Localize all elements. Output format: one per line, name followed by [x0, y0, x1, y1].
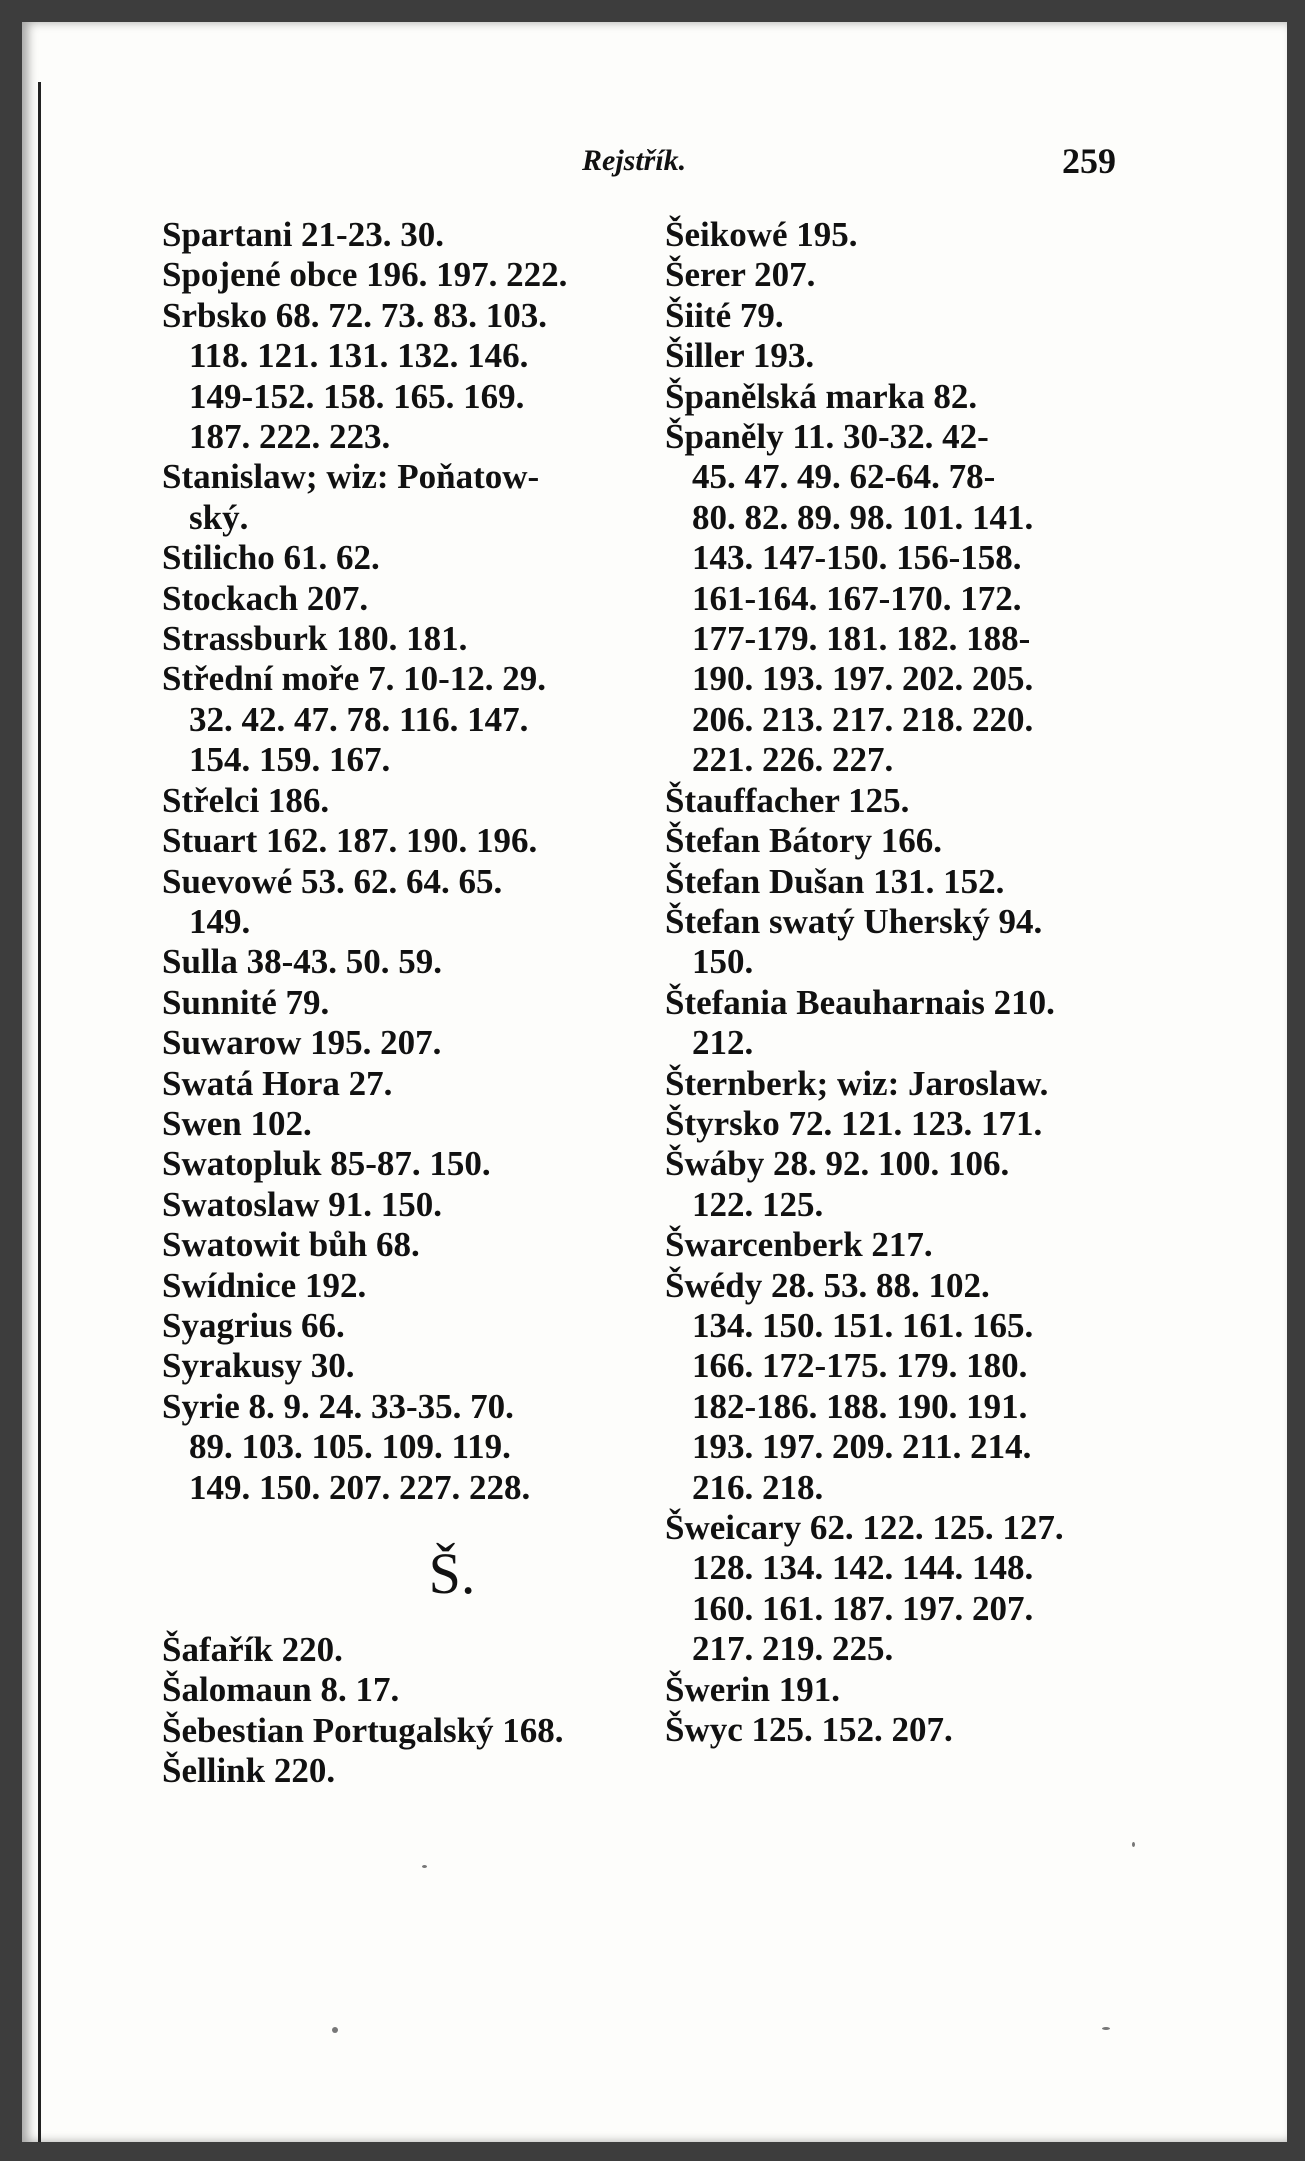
index-line: Suevowé 53. 62. 64. 65. — [162, 861, 503, 901]
index-line-continuation: 221. 226. 227. — [692, 740, 894, 780]
index-line: Syagrius 66. — [162, 1305, 345, 1345]
paper-speck — [1132, 1842, 1135, 1847]
running-title: Rejstřík. — [582, 144, 687, 177]
index-line-continuation: 160. 161. 187. 197. 207. — [692, 1588, 1034, 1628]
index-line: Swatoslaw 91. 150. — [162, 1184, 443, 1224]
index-line: Střelci 186. — [162, 780, 330, 820]
index-line-continuation: 80. 82. 89. 98. 101. 141. — [692, 497, 1034, 537]
index-line: Syrie 8. 9. 24. 33-35. 70. — [162, 1386, 514, 1426]
index-line-continuation: 216. 218. — [692, 1467, 824, 1507]
index-line: Šerer 207. — [665, 255, 816, 295]
index-column-left — [162, 215, 682, 1792]
index-line: Štefan Bátory 166. — [665, 821, 943, 861]
index-line-continuation: 32. 42. 47. 78. 116. 147. — [189, 699, 529, 739]
index-line-continuation: ský. — [189, 497, 249, 537]
index-line: Šiité 79. — [665, 295, 784, 335]
index-line: Španělská marka 82. — [665, 376, 978, 416]
index-line-continuation: 161-164. 167-170. 172. — [692, 578, 1022, 618]
index-line: Šwédy 28. 53. 88. 102. — [665, 1265, 990, 1305]
section-heading: Š. — [428, 1541, 476, 1606]
page-header — [22, 141, 1287, 184]
index-line: Sulla 38-43. 50. 59. — [162, 942, 443, 982]
index-line-continuation: 182-186. 188. 190. 191. — [692, 1386, 1028, 1426]
index-line: Syrakusy 30. — [162, 1346, 355, 1386]
index-line-continuation: 149. — [189, 901, 251, 941]
index-line: Swatá Hora 27. — [162, 1063, 393, 1103]
index-line: Strassburk 180. 181. — [162, 619, 468, 659]
index-line: Swatowit bůh 68. — [162, 1225, 420, 1265]
index-line-continuation: 177-179. 181. 182. 188- — [692, 619, 1031, 659]
page-number: 259 — [1062, 141, 1116, 181]
index-line-continuation: 149. 150. 207. 227. 228. — [189, 1467, 531, 1507]
index-line: Spartani 21-23. 30. — [162, 215, 444, 254]
index-line-continuation: 134. 150. 151. 161. 165. — [692, 1305, 1034, 1345]
index-line: Šwarcenberk 217. — [665, 1225, 933, 1265]
index-line: Srbsko 68. 72. 73. 83. 103. — [162, 295, 548, 335]
index-line: Šwáby 28. 92. 100. 106. — [665, 1144, 1010, 1184]
index-line: Štauffacher 125. — [665, 780, 910, 820]
index-line: Štyrsko 72. 121. 123. 171. — [665, 1103, 1043, 1143]
index-line-continuation: 217. 219. 225. — [692, 1629, 894, 1669]
index-line-continuation: 190. 193. 197. 202. 205. — [692, 659, 1034, 699]
index-line-continuation: 193. 197. 209. 211. 214. — [692, 1427, 1032, 1467]
book-page — [22, 22, 1287, 2142]
index-line: Šweicary 62. 122. 125. 127. — [665, 1508, 1064, 1547]
binding-gutter — [38, 82, 41, 2142]
index-line: Šalomaun 8. 17. — [162, 1670, 400, 1710]
index-line-continuation: 45. 47. 49. 62-64. 78- — [692, 457, 996, 497]
index-line-continuation: 187. 222. 223. — [189, 417, 391, 457]
paper-speck — [422, 1865, 427, 1868]
index-line: Štefania Beauharnais 210. — [665, 982, 1055, 1022]
index-line: Swen 102. — [162, 1103, 312, 1143]
index-line-continuation: 150. — [692, 942, 754, 982]
index-line: Spojené obce 196. 197. 222. — [162, 255, 568, 295]
index-column-right — [665, 215, 1170, 1750]
index-line: Šebestian Portugalský 168. — [162, 1710, 564, 1750]
paper-speck — [332, 2027, 338, 2033]
paper-speck — [1102, 2027, 1110, 2030]
index-line: Sunnité 79. — [162, 982, 330, 1022]
index-line: Štefan swatý Uherský 94. — [665, 901, 1043, 941]
index-line-continuation: 149-152. 158. 165. 169. — [189, 376, 525, 416]
index-line: Šwerin 191. — [665, 1669, 840, 1709]
index-line: Štefan Dušan 131. 152. — [665, 861, 1005, 901]
index-line: Stilicho 61. 62. — [162, 538, 380, 578]
index-line: Stuart 162. 187. 190. 196. — [162, 821, 538, 861]
index-line: Stanislaw; wiz: Poňatow- — [162, 457, 540, 497]
index-line: Šellink 220. — [162, 1751, 336, 1791]
index-line-continuation: 154. 159. 167. — [189, 740, 391, 780]
index-line: Šternberk; wiz: Jaroslaw. — [665, 1063, 1049, 1103]
index-line-continuation: 89. 103. 105. 109. 119. — [189, 1427, 511, 1467]
index-line: Střední moře 7. 10-12. 29. — [162, 659, 546, 699]
index-line-continuation: 143. 147-150. 156-158. — [692, 538, 1022, 578]
index-line: Suwarow 195. 207. — [162, 1023, 442, 1063]
index-line-continuation: 118. 121. 131. 132. 146. — [189, 336, 529, 376]
index-line-continuation: 212. — [692, 1023, 754, 1063]
index-line: Swídnice 192. — [162, 1265, 367, 1305]
index-line: Šafařík 220. — [162, 1630, 343, 1669]
index-line-continuation: 128. 134. 142. 144. 148. — [692, 1548, 1034, 1588]
index-line: Swatopluk 85-87. 150. — [162, 1144, 491, 1184]
index-line-continuation: 206. 213. 217. 218. 220. — [692, 699, 1034, 739]
index-line: Šeikowé 195. — [665, 215, 858, 254]
index-line-continuation: 166. 172-175. 179. 180. — [692, 1346, 1028, 1386]
index-line-continuation: 122. 125. — [692, 1184, 824, 1224]
index-line: Šiller 193. — [665, 336, 815, 376]
index-line: Stockach 207. — [162, 578, 369, 618]
index-line: Šwyc 125. 152. 207. — [665, 1710, 953, 1750]
index-line: Španěly 11. 30-32. 42- — [665, 417, 989, 457]
